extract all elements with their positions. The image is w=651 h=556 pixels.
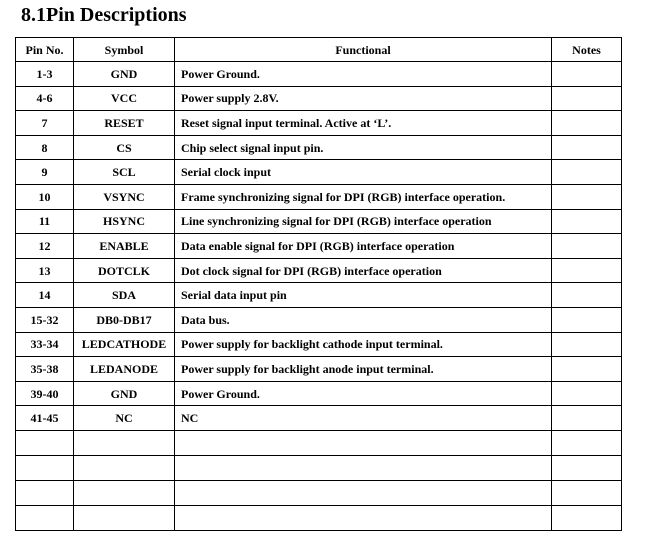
notes-cell	[552, 86, 622, 111]
pin-number-cell: 14	[16, 283, 74, 308]
functional-cell: Reset signal input terminal. Active at ‘L’.	[175, 111, 552, 136]
notes-cell	[552, 455, 622, 480]
symbol-cell	[74, 480, 175, 505]
symbol-cell	[74, 505, 175, 530]
symbol-cell: VCC	[74, 86, 175, 111]
functional-cell: Chip select signal input pin.	[175, 135, 552, 160]
table-row	[16, 307, 622, 332]
section-title: 8.1Pin Descriptions	[21, 4, 187, 26]
notes-cell	[552, 406, 622, 431]
functional-cell: Power supply 2.8V.	[175, 86, 552, 111]
functional-cell: Dot clock signal for DPI (RGB) interface operation	[175, 258, 552, 283]
pin-number-cell: 9	[16, 160, 74, 185]
table-row	[16, 135, 622, 160]
notes-cell	[552, 209, 622, 234]
header-pin-no: Pin No.	[16, 38, 74, 62]
symbol-cell: LEDANODE	[74, 357, 175, 382]
functional-cell: Power Ground.	[175, 62, 552, 87]
table-row	[16, 86, 622, 111]
pin-description-table	[15, 37, 622, 531]
symbol-cell: ENABLE	[74, 234, 175, 259]
notes-cell	[552, 430, 622, 455]
pin-number-cell: 33-34	[16, 332, 74, 357]
table-row	[16, 111, 622, 136]
table-row	[16, 480, 622, 505]
symbol-cell: VSYNC	[74, 184, 175, 209]
table-row	[16, 258, 622, 283]
notes-cell	[552, 505, 622, 530]
header-functional: Functional	[175, 38, 552, 62]
notes-cell	[552, 283, 622, 308]
pin-number-cell: 15-32	[16, 307, 74, 332]
pin-number-cell: 12	[16, 234, 74, 259]
table-row	[16, 234, 622, 259]
symbol-cell: SDA	[74, 283, 175, 308]
pin-number-cell	[16, 430, 74, 455]
table-row	[16, 455, 622, 480]
functional-cell	[175, 505, 552, 530]
pin-number-cell: 8	[16, 135, 74, 160]
notes-cell	[552, 357, 622, 382]
pin-number-cell: 39-40	[16, 381, 74, 406]
table-row	[16, 209, 622, 234]
pin-number-cell: 1-3	[16, 62, 74, 87]
header-symbol: Symbol	[74, 38, 175, 62]
notes-cell	[552, 184, 622, 209]
functional-cell: Serial clock input	[175, 160, 552, 185]
functional-cell	[175, 480, 552, 505]
notes-cell	[552, 332, 622, 357]
symbol-cell: RESET	[74, 111, 175, 136]
functional-cell: Frame synchronizing signal for DPI (RGB) interface operation.	[175, 184, 552, 209]
pin-number-cell: 7	[16, 111, 74, 136]
pin-number-cell: 11	[16, 209, 74, 234]
functional-cell: Power supply for backlight anode input terminal.	[175, 357, 552, 382]
notes-cell	[552, 111, 622, 136]
table-body	[16, 62, 622, 531]
table-row	[16, 381, 622, 406]
pin-number-cell: 35-38	[16, 357, 74, 382]
symbol-cell	[74, 455, 175, 480]
pin-number-cell: 4-6	[16, 86, 74, 111]
functional-cell	[175, 430, 552, 455]
functional-cell: Power Ground.	[175, 381, 552, 406]
symbol-cell: CS	[74, 135, 175, 160]
symbol-cell: DOTCLK	[74, 258, 175, 283]
pin-number-cell: 13	[16, 258, 74, 283]
notes-cell	[552, 135, 622, 160]
table-row	[16, 160, 622, 185]
symbol-cell: NC	[74, 406, 175, 431]
symbol-cell: SCL	[74, 160, 175, 185]
table-row	[16, 184, 622, 209]
table-row	[16, 406, 622, 431]
table-row	[16, 332, 622, 357]
notes-cell	[552, 480, 622, 505]
symbol-cell: GND	[74, 381, 175, 406]
notes-cell	[552, 258, 622, 283]
header-notes: Notes	[552, 38, 622, 62]
symbol-cell: DB0-DB17	[74, 307, 175, 332]
functional-cell	[175, 455, 552, 480]
table-row	[16, 62, 622, 87]
table-row	[16, 283, 622, 308]
functional-cell: Serial data input pin	[175, 283, 552, 308]
table-row	[16, 430, 622, 455]
notes-cell	[552, 381, 622, 406]
pin-number-cell	[16, 505, 74, 530]
table-row	[16, 505, 622, 530]
notes-cell	[552, 307, 622, 332]
functional-cell: Power supply for backlight cathode input terminal.	[175, 332, 552, 357]
notes-cell	[552, 160, 622, 185]
pin-number-cell: 41-45	[16, 406, 74, 431]
pin-number-cell: 10	[16, 184, 74, 209]
pin-number-cell	[16, 455, 74, 480]
table-header-row	[16, 38, 622, 62]
symbol-cell: GND	[74, 62, 175, 87]
symbol-cell: HSYNC	[74, 209, 175, 234]
notes-cell	[552, 234, 622, 259]
functional-cell: NC	[175, 406, 552, 431]
functional-cell: Line synchronizing signal for DPI (RGB) interface operation	[175, 209, 552, 234]
symbol-cell: LEDCATHODE	[74, 332, 175, 357]
symbol-cell	[74, 430, 175, 455]
notes-cell	[552, 62, 622, 87]
functional-cell: Data bus.	[175, 307, 552, 332]
pin-number-cell	[16, 480, 74, 505]
table-row	[16, 357, 622, 382]
functional-cell: Data enable signal for DPI (RGB) interface operation	[175, 234, 552, 259]
